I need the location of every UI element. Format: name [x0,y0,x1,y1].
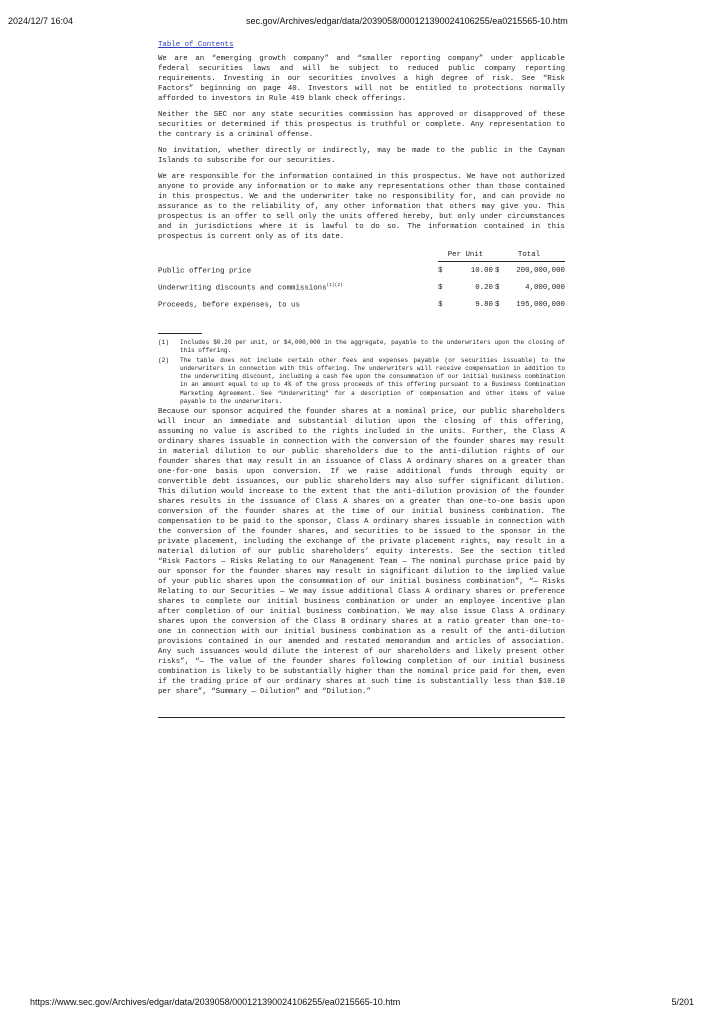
total-value: 4,000,000 [525,283,565,292]
paragraph-emerging-growth: We are an “emerging growth company” and “smaller reporting company” under applicable federal securities laws and will be subject to reduced public company reporting requirements. Investing in our securities involves a high degree of risk. See “Risk Factors” beginning on page 40. Investors will not be entitled to protections normally afforded to investors in Rule 419 blank check offerings. [158,55,565,103]
offering-table-header [158,248,565,262]
per-unit-value: 9.80 [475,300,493,309]
currency-symbol: $ [438,266,443,275]
row-label: Underwriting discounts and commissions$^{(1)(2)}$ [158,283,343,293]
footnote-number: (2) [158,356,169,364]
per-unit-value: 0.20 [475,283,493,292]
footnote [158,339,565,356]
print-page-title: sec.gov/Archives/edgar/data/2039058/000121390024106255/ea0215565-10.htm [246,16,568,26]
offering-table [158,248,565,313]
table-row [158,279,565,296]
document-body [158,40,565,718]
col-header-per-unit: Per Unit [438,248,493,262]
page-end-divider [158,717,565,718]
table-row [158,262,565,280]
currency-symbol: $ [495,283,500,292]
table-row [158,296,565,313]
paragraph-dilution: Because our sponsor acquired the founder shares at a nominal price, our public shareholders will incur an immediate and substantial dilution upon the closing of this offering, assuming no value is ascribed to the rights included in the units. Further, the Class A ordinary shares issuable in connection with the conversion of the founder shares may result in material dilution to our public shareholders due to the anti-dilution rights of our founder shares that may result in an issuance of Class A ordinary shares on a greater than one-for-one basis upon conversion. If we raise additional funds through equity or convertible debt issuances, our public shareholders may also suffer significant dilution. This dilution would increase to the extent that the anti-dilution provision of the founder shares results in the issuance of Class A shares on a greater than one-to-one basis upon conversion of the founder shares at the time of our initial business combination. The compensation to be paid to the sponsor, Class A ordinary shares issuable in connection with the conversion of the founder shares, and securities to be issued to the sponsor in the private placement, including the exchange of the private placement rights, may result in a material dilution of our public shareholders’ equity interests. See the section titled “Risk Factors — Risks Relating to our Management Team — The nominal purchase price paid by our sponsor for the founder shares may result in significant dilution to the implied value of your public shares upon the consummation of our initial business combination”, “— Risks Relating to our Securities — We may issue additional Class A ordinary shares or preference shares to complete our initial business combination or under an employee incentive plan after completion of our initial business combination. We may also issue Class A ordinary shares upon the conversion of the Class B ordinary shares at a ratio greater than one-to-one in connection with our initial business combination as a result of the anti-dilution provisions contained in our amended and restated memorandum and articles of association. Any such issuances would dilute the interest of our shareholders and likely present other risks”, “— The value of the founder shares following completion of our initial business combination is likely to be substantially higher than the nominal price paid for them, even if the trading price of our ordinary shares at such time is substantially less than $10.10 per share”, “Summary — Dilution” and “Dilution.” [158,408,565,697]
currency-symbol: $ [495,266,500,275]
per-unit-value: 10.00 [470,266,493,275]
print-url[interactable]: https://www.sec.gov/Archives/edgar/data/2039058/000121390024106255/ea0215565-10.htm [30,997,401,1007]
browser-print-header [0,0,724,30]
browser-print-footer [0,994,724,1014]
col-header-total: Total [493,248,565,262]
paragraph-cayman-invitation: No invitation, whether directly or indirectly, may be made to the public in the Cayman Islands to subscribe for our securities. [158,147,565,165]
footnote [158,357,565,407]
footnote-separator [158,333,202,334]
paragraph-sec-disclaimer: Neither the SEC nor any state securities commission has approved or disapproved of these securities or determined if this prospectus is truthful or complete. Any representation to the contrary is a criminal offense. [158,111,565,139]
currency-symbol: $ [438,300,443,309]
footnote-reference[interactable]: (1)(2) [326,283,343,289]
total-value: 200,000,000 [516,266,565,275]
footnote-text: The table does not include certain other fees and expenses payable (or securities issuable) to the underwriters in connection with this offering. The underwriters will receive compensation in addition to the underwriting discount, including a cash fee upon the consummation of our initial business combination in an amount equal to up to 4% of the gross proceeds of this offering pursuant to a Business Combination Marketing Agreement. See “Underwriting” for a description of compensation and other items of value payable to the underwriters. [180,356,565,406]
row-label: Proceeds, before expenses, to us [158,301,300,310]
table-of-contents-link[interactable]: Table of Contents [158,41,234,49]
footnote-number: (1) [158,339,169,346]
currency-symbol: $ [495,300,500,309]
footnote-text: Includes $0.20 per unit, or $4,000,000 in the aggregate, payable to the underwriters upon the closing of this offering. [180,339,565,355]
print-datetime: 2024/12/7 16:04 [8,16,74,26]
currency-symbol: $ [438,283,443,292]
paragraph-responsibility: We are responsible for the information contained in this prospectus. We have not authorized anyone to provide any information or to make any representations other than those contained in this prospectus. We and the underwriter take no responsibility for, and can provide no assurance as to the reliability of, any other information that others may give you. This prospectus is an offer to sell only the units offered hereby, but only under circumstances and in jurisdictions where it is lawful to do so. The information contained in this prospectus is current only as of its date. [158,173,565,241]
row-label: Public offering price [158,267,252,276]
print-page-number: 5/201 [671,997,694,1007]
total-value: 195,000,000 [516,300,565,309]
